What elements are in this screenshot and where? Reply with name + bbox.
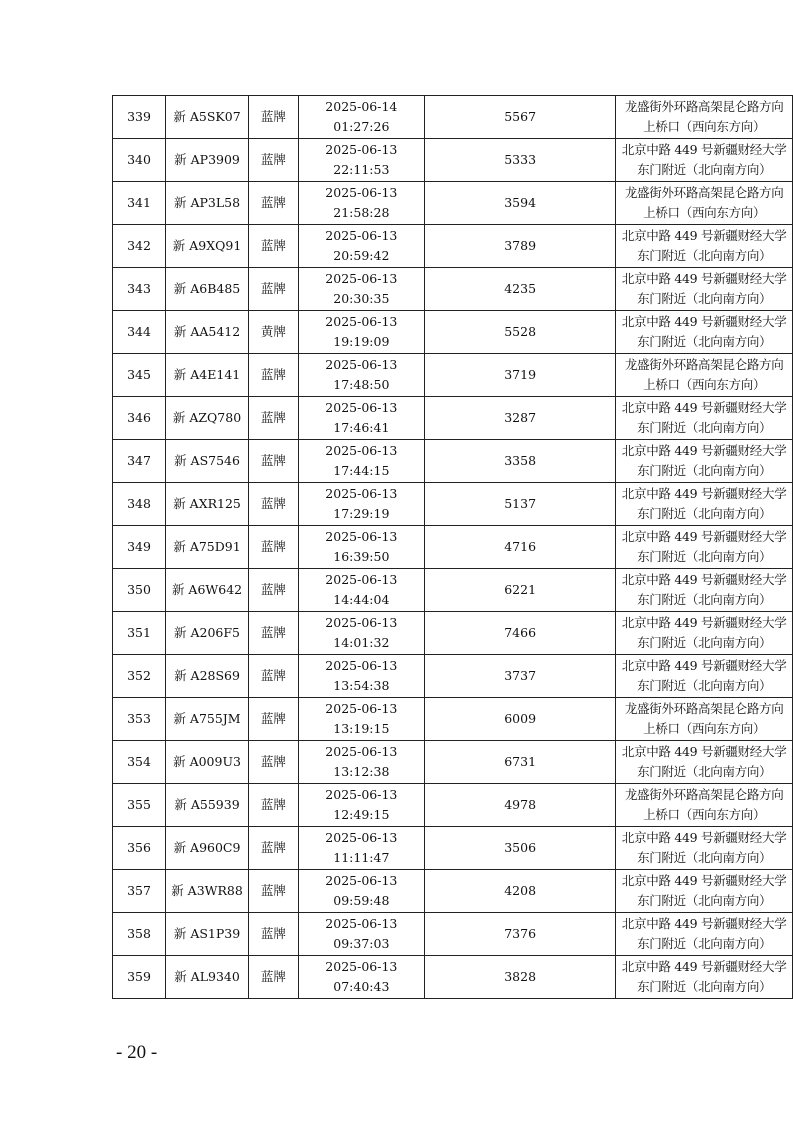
record-code: 7376 — [424, 913, 615, 956]
row-number: 357 — [113, 870, 166, 913]
plate-number: 新 A9XQ91 — [166, 225, 249, 268]
plate-color: 蓝牌 — [249, 268, 299, 311]
plate-color: 蓝牌 — [249, 96, 299, 139]
capture-time: 20:59:42 — [333, 248, 390, 263]
row-number: 344 — [113, 311, 166, 354]
capture-time: 13:54:38 — [333, 678, 390, 693]
record-code: 3789 — [424, 225, 615, 268]
capture-location — [616, 397, 793, 440]
capture-location — [616, 311, 793, 354]
capture-location — [616, 784, 793, 827]
location-line: 北京中路 449 号新疆财经大学 — [621, 529, 787, 544]
location-line: 龙盛街外环路高架昆仑路方向 — [624, 185, 784, 200]
capture-location — [616, 526, 793, 569]
capture-date: 2025-06-13 — [325, 357, 398, 372]
location-line: 北京中路 449 号新疆财经大学 — [621, 271, 787, 286]
row-number: 351 — [113, 612, 166, 655]
record-code: 6009 — [424, 698, 615, 741]
capture-date: 2025-06-13 — [325, 271, 398, 286]
capture-date: 2025-06-13 — [325, 916, 398, 931]
plate-number: 新 A6B485 — [166, 268, 249, 311]
capture-location — [616, 354, 793, 397]
plate-color: 蓝牌 — [249, 440, 299, 483]
plate-number: 新 A3WR88 — [166, 870, 249, 913]
capture-date: 2025-06-13 — [325, 314, 398, 329]
plate-number: 新 A960C9 — [166, 827, 249, 870]
records-body — [113, 96, 793, 999]
table-row — [113, 311, 793, 354]
plate-color: 蓝牌 — [249, 827, 299, 870]
capture-location — [616, 569, 793, 612]
plate-color: 蓝牌 — [249, 784, 299, 827]
plate-number: 新 A755JM — [166, 698, 249, 741]
capture-time: 17:48:50 — [333, 377, 390, 392]
plate-color: 蓝牌 — [249, 698, 299, 741]
capture-date: 2025-06-13 — [325, 228, 398, 243]
table-row — [113, 612, 793, 655]
capture-location — [616, 612, 793, 655]
table-row — [113, 268, 793, 311]
table-row — [113, 182, 793, 225]
location-line: 北京中路 449 号新疆财经大学 — [621, 830, 787, 845]
record-code: 5137 — [424, 483, 615, 526]
location-line: 北京中路 449 号新疆财经大学 — [621, 959, 787, 974]
capture-datetime — [298, 483, 424, 526]
capture-date: 2025-06-13 — [325, 185, 398, 200]
capture-date: 2025-06-13 — [325, 658, 398, 673]
capture-datetime — [298, 268, 424, 311]
capture-time: 14:44:04 — [333, 592, 390, 607]
table-row — [113, 483, 793, 526]
capture-location — [616, 698, 793, 741]
capture-location — [616, 870, 793, 913]
capture-time: 22:11:53 — [333, 162, 390, 177]
plate-color: 蓝牌 — [249, 182, 299, 225]
capture-location — [616, 483, 793, 526]
location-line: 龙盛街外环路高架昆仑路方向 — [624, 99, 784, 114]
location-line: 东门附近（北向南方向） — [637, 764, 772, 779]
plate-color: 蓝牌 — [249, 870, 299, 913]
table-row — [113, 526, 793, 569]
capture-location — [616, 827, 793, 870]
capture-datetime — [298, 698, 424, 741]
plate-number: 新 AS1P39 — [166, 913, 249, 956]
location-line: 东门附近（北向南方向） — [637, 506, 772, 521]
plate-number: 新 AP3909 — [166, 139, 249, 182]
capture-datetime — [298, 870, 424, 913]
row-number: 349 — [113, 526, 166, 569]
row-number: 355 — [113, 784, 166, 827]
capture-date: 2025-06-13 — [325, 486, 398, 501]
row-number: 339 — [113, 96, 166, 139]
capture-location — [616, 913, 793, 956]
location-line: 上桥口（西向东方向） — [643, 377, 766, 392]
capture-datetime — [298, 139, 424, 182]
capture-date: 2025-06-13 — [325, 443, 398, 458]
records-table — [112, 95, 793, 999]
capture-datetime — [298, 182, 424, 225]
row-number: 342 — [113, 225, 166, 268]
row-number: 341 — [113, 182, 166, 225]
capture-date: 2025-06-13 — [325, 787, 398, 802]
capture-datetime — [298, 354, 424, 397]
plate-color: 蓝牌 — [249, 483, 299, 526]
capture-datetime — [298, 526, 424, 569]
page-number: - 20 - — [116, 1042, 158, 1063]
capture-time: 16:39:50 — [333, 549, 390, 564]
capture-date: 2025-06-14 — [325, 99, 398, 114]
location-line: 北京中路 449 号新疆财经大学 — [621, 486, 787, 501]
plate-color: 蓝牌 — [249, 569, 299, 612]
location-line: 东门附近（北向南方向） — [637, 592, 772, 607]
table-row — [113, 956, 793, 999]
capture-datetime — [298, 741, 424, 784]
location-line: 东门附近（北向南方向） — [637, 463, 772, 478]
location-line: 东门附近（北向南方向） — [637, 162, 772, 177]
capture-location — [616, 139, 793, 182]
location-line: 北京中路 449 号新疆财经大学 — [621, 615, 787, 630]
location-line: 东门附近（北向南方向） — [637, 850, 772, 865]
location-line: 东门附近（北向南方向） — [637, 248, 772, 263]
capture-time: 11:11:47 — [333, 850, 390, 865]
capture-datetime — [298, 655, 424, 698]
capture-datetime — [298, 569, 424, 612]
record-code: 4208 — [424, 870, 615, 913]
capture-date: 2025-06-13 — [325, 959, 398, 974]
plate-number: 新 AZQ780 — [166, 397, 249, 440]
record-code: 5567 — [424, 96, 615, 139]
plate-color: 黄牌 — [249, 311, 299, 354]
table-row — [113, 870, 793, 913]
capture-location — [616, 741, 793, 784]
table-row — [113, 655, 793, 698]
capture-datetime — [298, 311, 424, 354]
location-line: 龙盛街外环路高架昆仑路方向 — [624, 357, 784, 372]
row-number: 353 — [113, 698, 166, 741]
record-code: 3506 — [424, 827, 615, 870]
plate-color: 蓝牌 — [249, 655, 299, 698]
row-number: 358 — [113, 913, 166, 956]
capture-time: 09:59:48 — [333, 893, 390, 908]
location-line: 北京中路 449 号新疆财经大学 — [621, 744, 787, 759]
capture-datetime — [298, 397, 424, 440]
plate-number: 新 A4E141 — [166, 354, 249, 397]
location-line: 北京中路 449 号新疆财经大学 — [621, 400, 787, 415]
capture-date: 2025-06-13 — [325, 830, 398, 845]
capture-location — [616, 956, 793, 999]
location-line: 上桥口（西向东方向） — [643, 807, 766, 822]
plate-number: 新 AL9340 — [166, 956, 249, 999]
location-line: 东门附近（北向南方向） — [637, 678, 772, 693]
location-line: 北京中路 449 号新疆财经大学 — [621, 658, 787, 673]
location-line: 北京中路 449 号新疆财经大学 — [621, 873, 787, 888]
capture-date: 2025-06-13 — [325, 529, 398, 544]
location-line: 东门附近（北向南方向） — [637, 291, 772, 306]
table-row — [113, 440, 793, 483]
plate-number: 新 A55939 — [166, 784, 249, 827]
capture-time: 12:49:15 — [333, 807, 390, 822]
location-line: 北京中路 449 号新疆财经大学 — [621, 228, 787, 243]
plate-number: 新 A75D91 — [166, 526, 249, 569]
plate-color: 蓝牌 — [249, 225, 299, 268]
record-code: 3594 — [424, 182, 615, 225]
capture-time: 07:40:43 — [333, 979, 390, 994]
table-row — [113, 784, 793, 827]
location-line: 上桥口（西向东方向） — [643, 721, 766, 736]
record-code: 3287 — [424, 397, 615, 440]
capture-time: 09:37:03 — [333, 936, 390, 951]
location-line: 东门附近（北向南方向） — [637, 979, 772, 994]
record-code: 6731 — [424, 741, 615, 784]
row-number: 346 — [113, 397, 166, 440]
plate-color: 蓝牌 — [249, 139, 299, 182]
capture-location — [616, 655, 793, 698]
table-row — [113, 741, 793, 784]
table-row — [113, 827, 793, 870]
capture-time: 14:01:32 — [333, 635, 390, 650]
capture-datetime — [298, 440, 424, 483]
location-line: 东门附近（北向南方向） — [637, 549, 772, 564]
location-line: 北京中路 449 号新疆财经大学 — [621, 572, 787, 587]
capture-location — [616, 225, 793, 268]
record-code: 5528 — [424, 311, 615, 354]
capture-datetime — [298, 913, 424, 956]
capture-time: 17:46:41 — [333, 420, 390, 435]
plate-color: 蓝牌 — [249, 526, 299, 569]
capture-date: 2025-06-13 — [325, 615, 398, 630]
record-code: 5333 — [424, 139, 615, 182]
plate-number: 新 A28S69 — [166, 655, 249, 698]
capture-datetime — [298, 827, 424, 870]
location-line: 北京中路 449 号新疆财经大学 — [621, 916, 787, 931]
row-number: 348 — [113, 483, 166, 526]
capture-datetime — [298, 612, 424, 655]
capture-datetime — [298, 225, 424, 268]
plate-color: 蓝牌 — [249, 612, 299, 655]
capture-date: 2025-06-13 — [325, 142, 398, 157]
capture-time: 21:58:28 — [333, 205, 390, 220]
capture-date: 2025-06-13 — [325, 572, 398, 587]
row-number: 352 — [113, 655, 166, 698]
plate-number: 新 AP3L58 — [166, 182, 249, 225]
plate-number: 新 AXR125 — [166, 483, 249, 526]
location-line: 东门附近（北向南方向） — [637, 635, 772, 650]
location-line: 北京中路 449 号新疆财经大学 — [621, 142, 787, 157]
record-code: 4235 — [424, 268, 615, 311]
location-line: 东门附近（北向南方向） — [637, 893, 772, 908]
capture-time: 13:19:15 — [333, 721, 390, 736]
plate-number: 新 AA5412 — [166, 311, 249, 354]
table-row — [113, 913, 793, 956]
capture-location — [616, 268, 793, 311]
plate-number: 新 A6W642 — [166, 569, 249, 612]
row-number: 345 — [113, 354, 166, 397]
location-line: 龙盛街外环路高架昆仑路方向 — [624, 701, 784, 716]
capture-date: 2025-06-13 — [325, 744, 398, 759]
capture-time: 17:44:15 — [333, 463, 390, 478]
location-line: 东门附近（北向南方向） — [637, 936, 772, 951]
plate-color: 蓝牌 — [249, 956, 299, 999]
plate-color: 蓝牌 — [249, 741, 299, 784]
capture-location — [616, 440, 793, 483]
capture-time: 17:29:19 — [333, 506, 390, 521]
plate-color: 蓝牌 — [249, 354, 299, 397]
table-row — [113, 225, 793, 268]
record-code: 6221 — [424, 569, 615, 612]
table-row — [113, 698, 793, 741]
capture-time: 01:27:26 — [333, 119, 390, 134]
plate-number: 新 AS7546 — [166, 440, 249, 483]
capture-datetime — [298, 784, 424, 827]
row-number: 359 — [113, 956, 166, 999]
capture-datetime — [298, 96, 424, 139]
record-code: 4978 — [424, 784, 615, 827]
record-code: 3719 — [424, 354, 615, 397]
location-line: 东门附近（北向南方向） — [637, 420, 772, 435]
row-number: 347 — [113, 440, 166, 483]
location-line: 东门附近（北向南方向） — [637, 334, 772, 349]
capture-date: 2025-06-13 — [325, 701, 398, 716]
record-code: 3828 — [424, 956, 615, 999]
location-line: 北京中路 449 号新疆财经大学 — [621, 443, 787, 458]
plate-number: 新 A009U3 — [166, 741, 249, 784]
table-row — [113, 139, 793, 182]
table-row — [113, 354, 793, 397]
location-line: 龙盛街外环路高架昆仑路方向 — [624, 787, 784, 802]
plate-color: 蓝牌 — [249, 913, 299, 956]
row-number: 343 — [113, 268, 166, 311]
table-row — [113, 569, 793, 612]
capture-time: 13:12:38 — [333, 764, 390, 779]
capture-time: 20:30:35 — [333, 291, 390, 306]
row-number: 340 — [113, 139, 166, 182]
location-line: 上桥口（西向东方向） — [643, 205, 766, 220]
capture-datetime — [298, 956, 424, 999]
row-number: 350 — [113, 569, 166, 612]
row-number: 356 — [113, 827, 166, 870]
row-number: 354 — [113, 741, 166, 784]
plate-color: 蓝牌 — [249, 397, 299, 440]
record-code: 4716 — [424, 526, 615, 569]
capture-date: 2025-06-13 — [325, 400, 398, 415]
capture-location — [616, 182, 793, 225]
table-row — [113, 96, 793, 139]
plate-number: 新 A206F5 — [166, 612, 249, 655]
plate-number: 新 A5SK07 — [166, 96, 249, 139]
location-line: 上桥口（西向东方向） — [643, 119, 766, 134]
record-code: 3737 — [424, 655, 615, 698]
location-line: 北京中路 449 号新疆财经大学 — [621, 314, 787, 329]
capture-time: 19:19:09 — [333, 334, 390, 349]
capture-location — [616, 96, 793, 139]
record-code: 7466 — [424, 612, 615, 655]
record-code: 3358 — [424, 440, 615, 483]
capture-date: 2025-06-13 — [325, 873, 398, 888]
table-row — [113, 397, 793, 440]
